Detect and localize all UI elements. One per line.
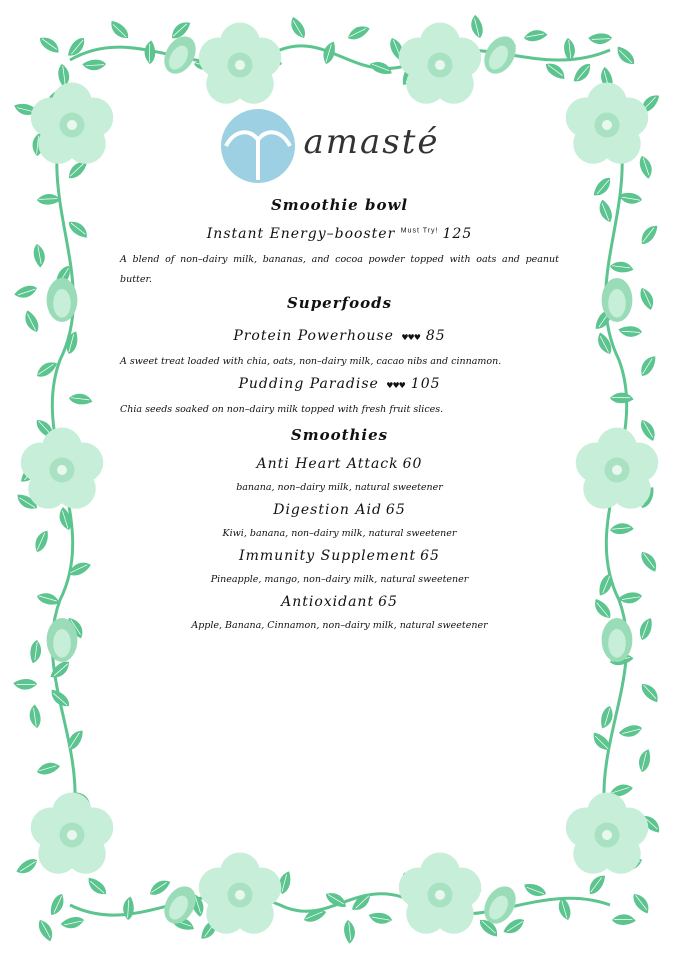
leaf-icon [617,323,642,340]
menu-content [118,108,561,838]
section-title: Superfoods [286,294,393,312]
leaf-icon [120,895,137,920]
heart-marker-icon: ♥♥♥ [401,333,420,342]
item-description: banana, non–dairy milk, natural sweetener [236,482,443,493]
item-description: Apple, Banana, Cinnamon, non–dairy milk, natural sweetener [191,620,488,631]
rose-flower-icon [399,853,482,934]
leaf-icon [68,390,94,408]
leaf-icon [544,59,568,84]
rose-flower-icon [31,793,114,874]
menu-list [118,196,561,636]
leaf-icon [639,549,659,575]
leaf-icon [611,912,636,927]
leaf-icon [637,223,662,247]
leaf-icon [639,680,661,706]
leaf-icon [609,390,634,406]
rose-bud-icon [47,278,78,322]
leaf-icon [289,15,307,41]
brand-name: amasté [303,122,440,162]
leaf-icon [598,198,613,223]
item-price: 65 [420,548,440,564]
item-name: Instant Energy–booster [206,226,396,242]
leaf-icon [14,857,40,876]
item-price: 125 [442,226,473,242]
item-price: 85 [425,328,446,344]
item-price: 65 [385,502,406,518]
leaf-icon [636,353,660,378]
item-description: A blend of non–dairy milk, bananas, and cocoa powder topped with oats and peanut butter. [120,254,559,285]
leaf-icon [46,892,69,918]
leaf-icon [592,596,613,622]
leaf-icon [635,747,655,773]
item-price: 60 [402,456,423,472]
item-price: 105 [410,376,441,392]
menu-item-title [118,456,561,472]
item-description: Pineapple, mango, non–dairy milk, natural sweetener [210,574,469,585]
leaf-icon [590,176,615,199]
leaf-icon [618,725,642,737]
leaf-icon [618,592,642,604]
menu-item-title [118,594,561,610]
item-description: Kiwi, banana, non–dairy milk, natural sweetener [222,528,457,539]
leaf-icon [12,676,37,691]
rose-flower-icon [199,853,282,934]
item-description: A sweet treat loaded with chia, oats, non–dairy milk, cacao nibs and cinnamon. [120,356,502,367]
leaf-icon [13,285,38,299]
rose-flower-icon [566,793,649,874]
item-name: Antioxidant [281,594,375,610]
leaf-icon [85,874,108,899]
rose-bud-icon [602,278,633,322]
leaf-icon [585,872,610,896]
leaf-icon [29,704,41,728]
leaf-icon [23,309,40,334]
leaf-icon [61,917,85,929]
heart-marker-icon: ♥♥♥ [386,381,405,390]
leaf-icon [33,244,45,268]
item-name: Anti Heart Attack [256,456,399,472]
leaf-icon [67,217,91,242]
leaf-icon [524,30,548,42]
rose-bud-icon [602,618,633,662]
menu-item-title [118,502,561,518]
leaf-icon [36,762,60,775]
menu-item-title [118,548,561,564]
leaf-icon [367,909,393,928]
menu-item-title [118,226,561,242]
leaf-icon [38,33,62,58]
leaf-icon [108,17,131,43]
item-name: Digestion Aid [273,502,382,518]
leaf-icon [639,417,657,443]
leaf-icon [471,14,483,38]
section-title: Smoothies [290,426,389,444]
leaf-icon [631,890,651,916]
item-name: Immunity Supplement [239,548,417,564]
leaf-icon [26,639,44,665]
rose-flower-icon [31,83,114,164]
leaf-icon [522,879,548,901]
leaf-icon [147,878,173,897]
rose-flower-icon [566,83,649,164]
must-try-note: Must Try! [400,227,439,235]
item-description: Chia seeds soaked on non–dairy milk topped with fresh fruit slices. [120,404,444,415]
item-name: Protein Powerhouse [233,328,394,344]
leaf-icon [82,58,107,72]
item-price: 65 [378,594,398,610]
rose-bud-icon [47,618,78,662]
leaf-icon [614,43,636,69]
rose-flower-icon [576,428,659,509]
leaf-icon [30,528,53,554]
leaf-icon [570,62,595,85]
menu-item-title [118,328,561,344]
leaf-icon [635,616,657,642]
leaf-icon [319,40,340,66]
leaf-icon [639,286,655,311]
leaf-icon [609,258,635,276]
rose-flower-icon [199,23,282,104]
leaf-icon [37,918,55,944]
item-name: Pudding Paradise [238,376,379,392]
rose-flower-icon [21,428,104,509]
rose-flower-icon [399,23,482,104]
leaf-icon [588,31,613,46]
leaf-icon [47,659,73,680]
leaf-icon [610,522,634,536]
logo-mark-icon [220,108,296,184]
leaf-icon [639,155,653,180]
menu-item-title [118,376,561,392]
brand-logo [220,108,460,188]
leaf-icon [343,920,356,944]
section-title: Smoothie bowl [270,196,409,214]
leaf-icon [346,24,371,41]
